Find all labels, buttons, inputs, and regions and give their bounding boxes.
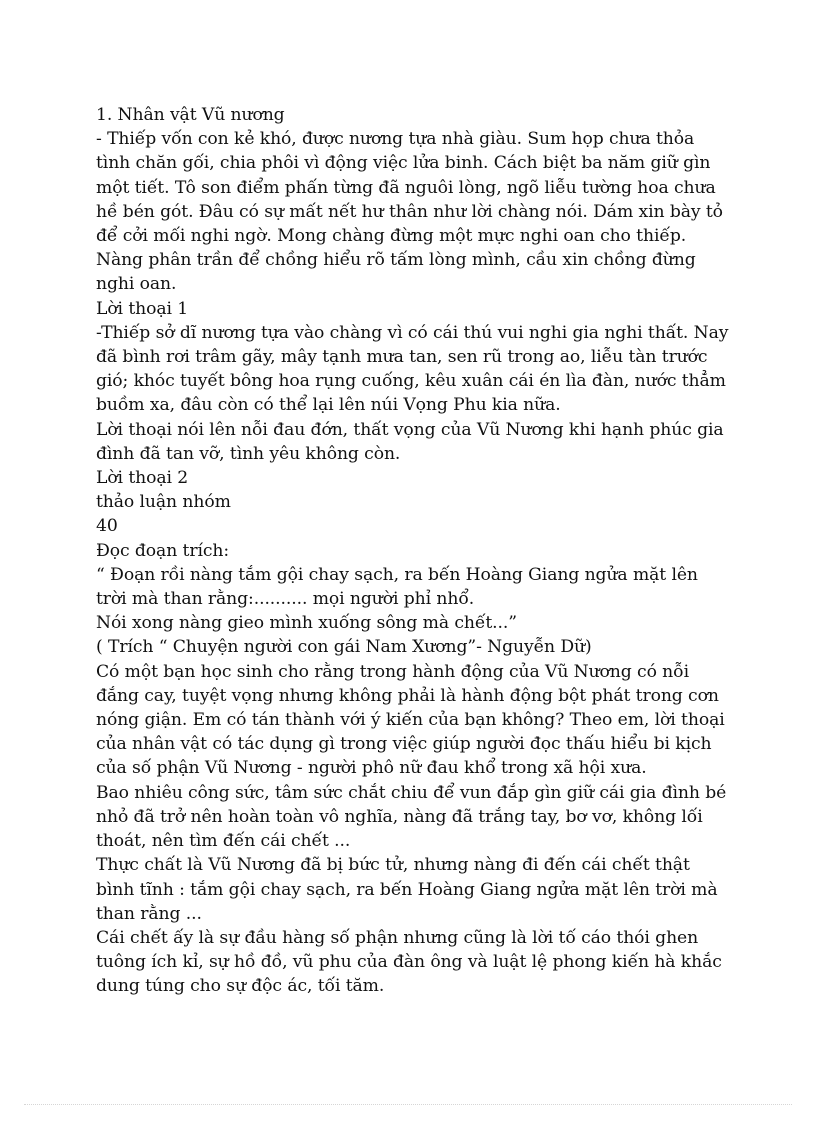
answer-paragraph: Cái chết ấy là sự đầu hàng số phận nhưng cũng là lời tố cáo thói ghen tuông ích kỉ, sự hồ đồ, vũ phu của đàn ông và luật lệ phong kiến hà khắc dung túng cho sự độc ác, tối tăm. bbox=[96, 927, 722, 997]
excerpt-paragraph: Nói xong nàng gieo mình xuống sông mà chết...” bbox=[96, 613, 517, 634]
section-heading: 1. Nhân vật Vũ nương bbox=[96, 105, 285, 125]
dialogue-heading: Lời thoại 1 bbox=[96, 298, 189, 319]
text-line: thảo luận nhóm bbox=[96, 492, 231, 513]
text-line: 40 bbox=[96, 516, 118, 537]
excerpt-paragraph: “ Đoạn rồi nàng tắm gội chay sạch, ra bến Hoàng Giang ngửa mặt lên trời mà than rằng:.......... mọi người phỉ nhổ. bbox=[96, 564, 698, 610]
analysis-paragraph: Lời thoại nói lên nỗi đau đớn, thất vọng của Vũ Nương khi hạnh phúc gia đình đã tan vỡ, tình yêu không còn. bbox=[96, 419, 724, 464]
document-body bbox=[96, 103, 732, 999]
quote-paragraph: - Thiếp vốn con kẻ khó, được nương tựa nhà giàu. Sum họp chưa thỏa tình chăn gối, chia phôi vì động việc lửa binh. Cách biệt ba năm giữ gìn một tiết. Tô son điểm phấn từng đã nguôi lòng, ngõ liễu tường hoa chưa hề bén gót. Đâu có sự mất nết hư thân như lời chàng nói. Dám xin bày tỏ để cởi mối nghi ngờ. Mong chàng đừng một mực nghi oan cho thiếp. bbox=[96, 129, 723, 247]
question-paragraph: Có một bạn học sinh cho rằng trong hành động của Vũ Nương có nỗi đắng cay, tuyệt vọng nhưng không phải là hành động bột phát trong cơn nóng giận. Em có tán thành với ý kiến của bạn không? Theo em, lời thoại của nhân vật có tác dụng gì trong việc giúp người đọc thấu hiểu bi kịch của số phận Vũ Nương - người phô nữ đau khổ trong xã hội xưa. bbox=[96, 661, 725, 779]
quote-paragraph: -Thiếp sở dĩ nương tựa vào chàng vì có cái thú vui nghi gia nghi thất. Nay đã bình rơi trâm gãy, mây tạnh mưa tan, sen rũ trong ao, liễu tàn trước gió; khóc tuyết bông hoa rụng cuống, kêu xuân cái én lìa đàn, nước thẳm buồm xa, đâu còn có thể lại lên núi Vọng Phu kia nữa. bbox=[96, 322, 729, 416]
text-line: Đọc đoạn trích: bbox=[96, 540, 230, 561]
citation-line: ( Trích “ Chuyện người con gái Nam Xương”- Nguyễn Dữ) bbox=[96, 637, 592, 658]
page-bottom-divider bbox=[24, 1104, 792, 1105]
dialogue-heading: Lời thoại 2 bbox=[96, 468, 189, 489]
answer-paragraph: Bao nhiêu công sức, tâm sức chắt chiu để vun đắp gìn giữ cái gia đình bé nhỏ đã trở nên hoàn toàn vô nghĩa, nàng đã trắng tay, bơ vơ, không lối thoát, nên tìm đến cái chết ... bbox=[96, 782, 727, 852]
answer-paragraph: Thực chất là Vũ Nương đã bị bức tử, nhưng nàng đi đến cái chết thật bình tĩnh : tắm gội chay sạch, ra bến Hoàng Giang ngửa mặt lên trời mà than rằng ... bbox=[96, 855, 718, 924]
analysis-paragraph: Nàng phân trần để chồng hiểu rõ tấm lòng mình, cầu xin chồng đừng nghi oan. bbox=[96, 250, 696, 295]
